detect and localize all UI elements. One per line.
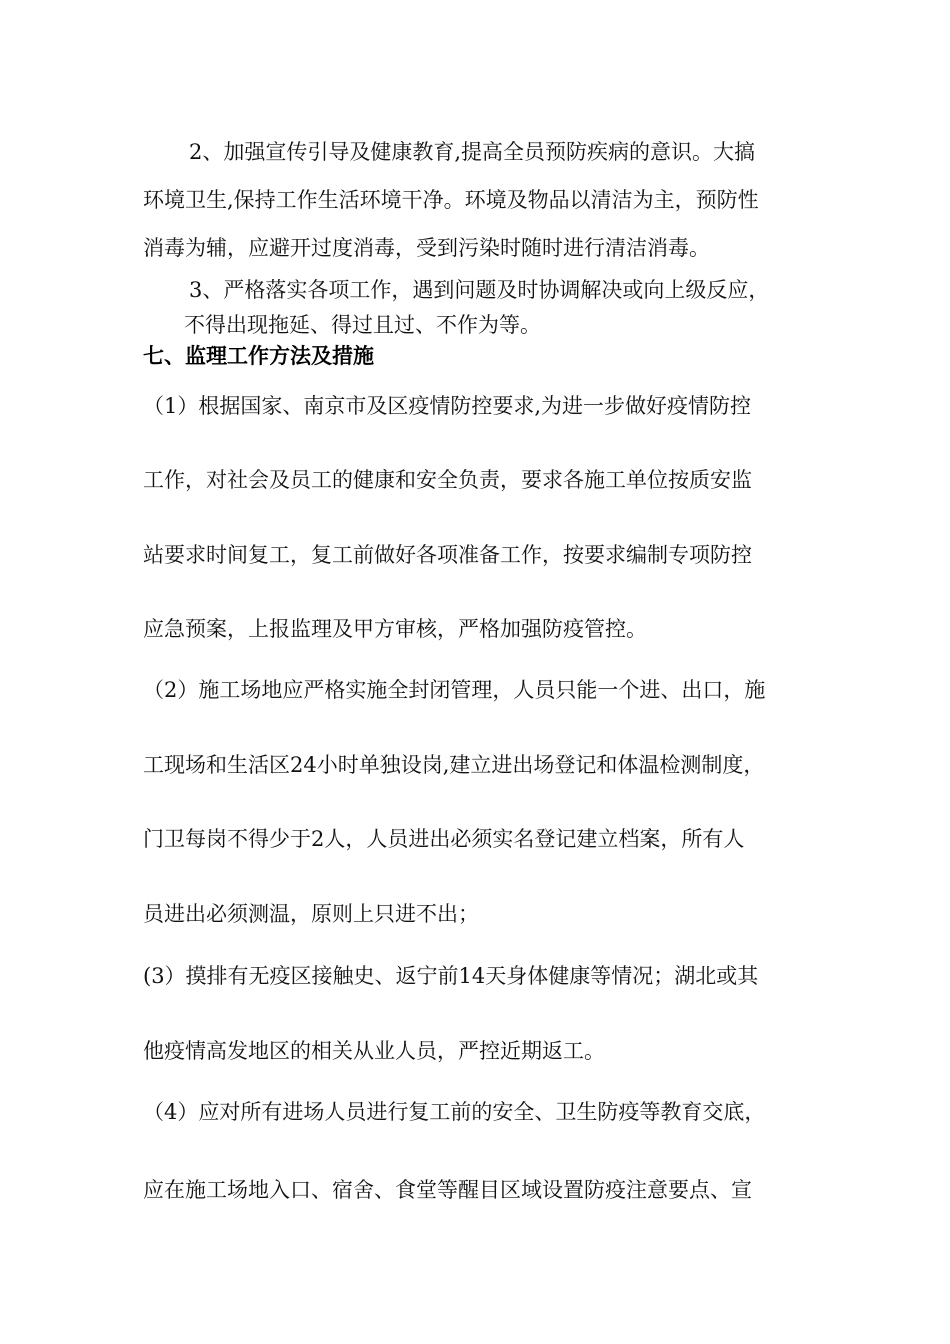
- item-4-line-1: （4）应对所有进场人员进行复工前的安全、卫生防疫等教育交底，: [143, 1100, 766, 1124]
- item-1-line-2: 工作，对社会及员工的健康和安全负责，要求各施工单位按质安监: [143, 468, 752, 492]
- paragraph-3-line-2: 不得出现拖延、得过且过、不作为等。: [184, 313, 541, 337]
- paragraph-2-line-1: 2、加强宣传引导及健康教育,提高全员预防疾病的意识。大搞: [189, 140, 756, 164]
- item-2-line-3: 门卫每岗不得少于2人，人员进出必须实名登记建立档案，所有人: [143, 827, 745, 851]
- item-1-line-1: （1）根据国家、南京市及区疫情防控要求,为进一步做好疫情防控: [143, 394, 752, 418]
- item-2-line-1: （2）施工场地应严格实施全封闭管理，人员只能一个进、出口，施: [143, 678, 766, 702]
- item-3-line-2: 他疫情高发地区的相关从业人员，严控近期返工。: [143, 1039, 605, 1063]
- item-3-line-1: (3）摸排有无疫区接触史、返宁前14天身体健康等情况；湖北或其: [143, 964, 759, 988]
- item-1-line-4: 应急预案，上报监理及甲方审核，严格加强防疫管控。: [143, 617, 647, 641]
- section-heading: 七、监理工作方法及措施: [143, 344, 374, 368]
- item-1-line-3: 站要求时间复工，复工前做好各项准备工作，按要求编制专项防控: [143, 543, 752, 567]
- item-4-line-2: 应在施工场地入口、宿舍、食堂等醒目区域设置防疫注意要点、宣: [143, 1178, 752, 1202]
- item-2-line-4: 员进出必须测温，原则上只进不出；: [143, 902, 479, 926]
- paragraph-2-line-2: 环境卫生,保持工作生活环境干净。环境及物品以清洁为主，预防性: [143, 188, 759, 212]
- paragraph-3-line-1: 3、严格落实各项工作，遇到问题及时协调解决或向上级反应，: [189, 278, 770, 302]
- paragraph-2-line-3: 消毒为辅，应避开过度消毒，受到污染时随时进行清洁消毒。: [143, 236, 710, 260]
- item-2-line-2: 工现场和生活区24小时单独设岗,建立进出场登记和体温检测制度，: [143, 753, 765, 777]
